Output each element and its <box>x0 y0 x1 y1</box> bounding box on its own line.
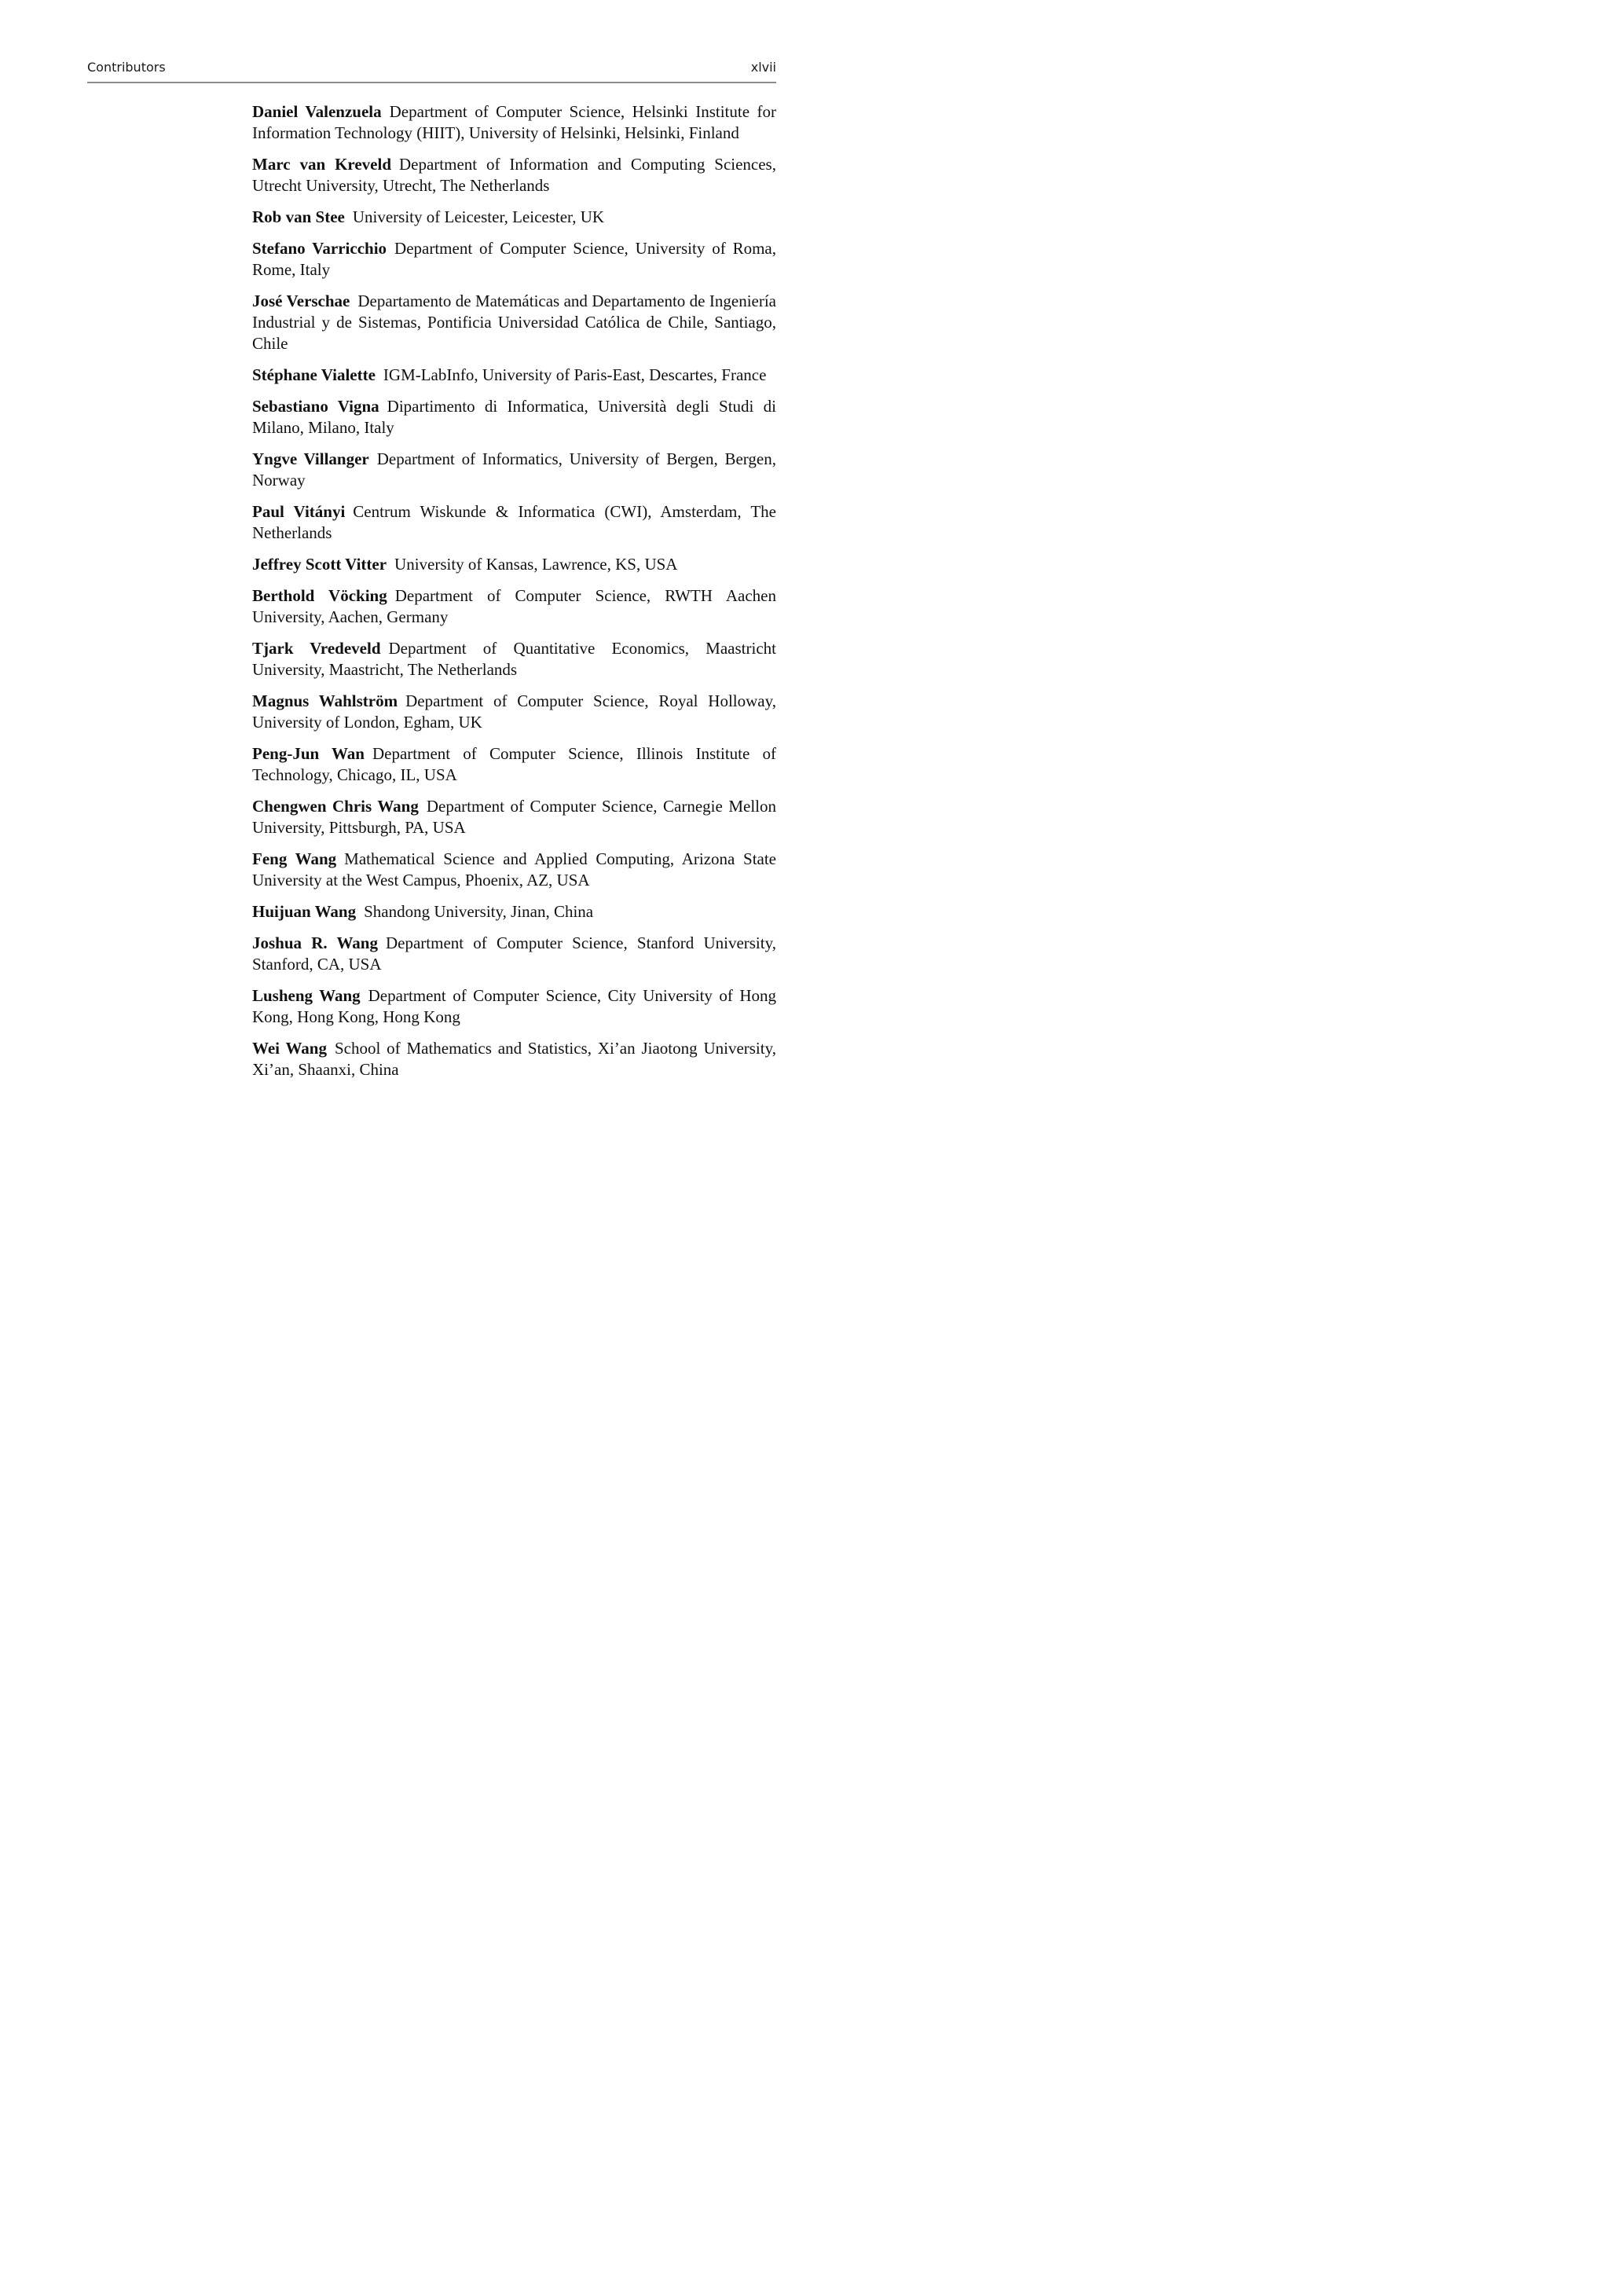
contributor-name: Chengwen Chris Wang <box>252 797 419 816</box>
contributor-name: José Verschae <box>252 292 350 310</box>
contributor-name: Magnus Wahlström <box>252 691 398 710</box>
contributor-entry <box>252 849 776 891</box>
contributor-affiliation: University of Leicester, Leicester, UK <box>352 207 605 226</box>
contributor-affiliation: Department of Computer Science, Carnegie Mellon University, Pittsburgh, PA, USA <box>252 797 776 837</box>
contributor-name: Marc van Kreveld <box>252 155 391 174</box>
contributor-name: Stefano Varricchio <box>252 239 387 258</box>
contributor-affiliation: Department of Computer Science, Royal Holloway, University of London, Egham, UK <box>252 691 776 732</box>
contributor-affiliation: Dipartimento di Informatica, Università degli Studi di Milano, Milano, Italy <box>252 397 776 437</box>
contributor-entry <box>252 796 776 838</box>
contributor-name: Sebastiano Vigna <box>252 397 379 416</box>
contributor-name: Yngve Villanger <box>252 449 369 468</box>
running-head-section: Contributors <box>87 60 166 75</box>
contributor-affiliation: IGM-LabInfo, University of Paris-East, Descartes, France <box>383 365 767 384</box>
contributor-entry <box>252 638 776 680</box>
contributor-name: Lusheng Wang <box>252 986 361 1005</box>
contributor-affiliation: Department of Information and Computing Sciences, Utrecht University, Utrecht, The Netherlands <box>252 155 776 195</box>
contributor-affiliation: Department of Informatics, University of Bergen, Bergen, Norway <box>252 449 776 490</box>
contributor-affiliation: Mathematical Science and Applied Computing, Arizona State University at the West Campus, Phoenix, AZ, USA <box>252 849 777 889</box>
contributor-name: Paul Vitányi <box>252 502 346 521</box>
contributor-entry <box>252 554 776 575</box>
contributor-affiliation: Department of Computer Science, City University of Hong Kong, Hong Kong, Hong Kong <box>252 986 776 1026</box>
contributor-entry <box>252 154 776 196</box>
contributor-affiliation: Department of Computer Science, University of Roma, Rome, Italy <box>252 239 776 279</box>
contributor-name: Joshua R. Wang <box>252 933 378 952</box>
page-number: xlvii <box>750 60 776 75</box>
contributor-affiliation: Departamento de Matemáticas and Departamento de Ingeniería Industrial y de Sistemas, Pontificia Universidad Católica de Chile, Santiago, Chile <box>252 292 776 353</box>
contributor-entry <box>252 985 776 1028</box>
contributor-affiliation: Department of Quantitative Economics, Maastricht University, Maastricht, The Netherlands <box>252 639 776 679</box>
running-head <box>87 60 776 77</box>
contributor-entry <box>252 901 776 922</box>
contributor-entry <box>252 238 776 281</box>
contributor-name: Tjark Vredeveld <box>252 639 381 658</box>
contributor-entry <box>252 1038 776 1080</box>
contributor-entry <box>252 691 776 733</box>
contributor-entry <box>252 396 776 438</box>
contributor-entry <box>252 743 776 786</box>
header-rule <box>87 82 776 83</box>
contributor-affiliation: Shandong University, Jinan, China <box>364 902 594 921</box>
contributor-affiliation: University of Kansas, Lawrence, KS, USA <box>394 555 678 574</box>
contributor-entry <box>252 207 776 228</box>
contributor-name: Daniel Valenzuela <box>252 102 382 121</box>
contributor-name: Berthold Vöcking <box>252 586 387 605</box>
contributor-name: Feng Wang <box>252 849 337 868</box>
contributor-name: Huijuan Wang <box>252 902 357 921</box>
contributor-list <box>252 101 776 1091</box>
contributor-name: Jeffrey Scott Vitter <box>252 555 387 574</box>
contributor-entry <box>252 101 776 144</box>
contributor-affiliation: School of Mathematics and Statistics, Xi’an Jiaotong University, Xi’an, Shaanxi, China <box>252 1039 776 1079</box>
contributor-entry <box>252 585 776 628</box>
contributor-affiliation: Department of Computer Science, RWTH Aachen University, Aachen, Germany <box>252 586 776 626</box>
contributor-entry <box>252 933 776 975</box>
contributor-affiliation: Centrum Wiskunde & Informatica (CWI), Amsterdam, The Netherlands <box>252 502 776 542</box>
contributor-entry <box>252 501 776 544</box>
contributor-entry <box>252 449 776 491</box>
contributor-name: Peng-Jun Wan <box>252 744 365 763</box>
contributor-entry <box>252 365 776 386</box>
contributor-name: Wei Wang <box>252 1039 327 1058</box>
contributor-affiliation: Department of Computer Science, Stanford University, Stanford, CA, USA <box>252 933 776 974</box>
contributor-name: Rob van Stee <box>252 207 345 226</box>
contributor-affiliation: Department of Computer Science, Illinois Institute of Technology, Chicago, IL, USA <box>252 744 776 784</box>
contributor-entry <box>252 291 776 354</box>
contributor-affiliation: Department of Computer Science, Helsinki Institute for Information Technology (HIIT), University of Helsinki, Helsinki, Finland <box>252 102 776 142</box>
contributor-name: Stéphane Vialette <box>252 365 376 384</box>
